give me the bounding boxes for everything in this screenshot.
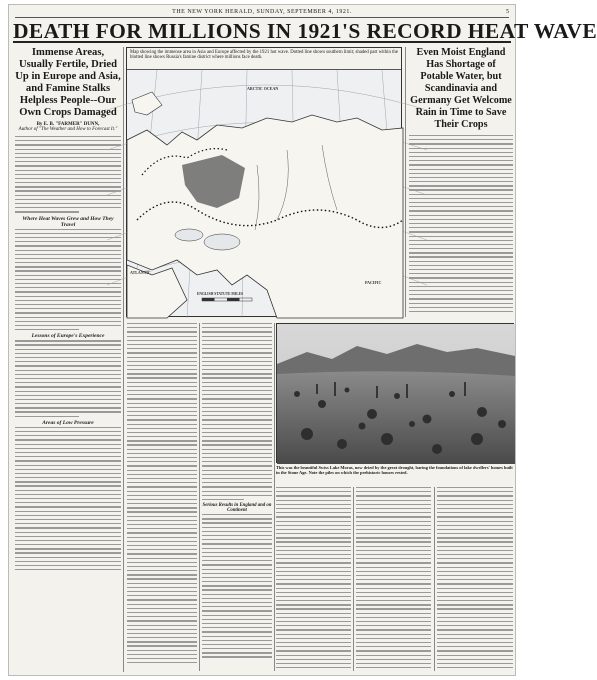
black-sea (175, 229, 203, 241)
photo-illustration (277, 324, 515, 464)
body-text-column (437, 487, 513, 671)
column-rule (199, 323, 200, 671)
heat-wave-map (126, 47, 402, 317)
lower-subhead: Serious Results in England and on Continent (202, 503, 272, 514)
column-rule (434, 487, 435, 671)
body-text-block (202, 514, 272, 658)
body-text-block (409, 135, 513, 312)
scandinavia-landmass (132, 92, 162, 115)
left-column (15, 47, 121, 672)
photo-caption: This was the beautiful Swiss Lake Moras, now dried by the great drought, baring the foundations of lake dwellers' homes built in the Stone Age. Note the piles on which the prehistoric houses rested. (276, 465, 513, 475)
body-text-block (15, 427, 121, 571)
map-label-atlantic: ATLANTIC (130, 270, 151, 275)
byline: By E. B. "FARMER" DUNN, (36, 122, 100, 127)
column-rule (274, 323, 275, 671)
body-text-block (15, 136, 121, 213)
body-text-column (127, 323, 197, 671)
body-text-block (202, 323, 272, 500)
byline-sub: Author of "The Weather and How to Forecast It." (18, 127, 118, 132)
newspaper-page (8, 4, 597, 676)
masthead-page-number: 5 (506, 9, 509, 15)
column-rule (405, 47, 406, 317)
main-headline: DEATH FOR MILLIONS IN 1921'S RECORD HEAT WAVE (13, 19, 597, 43)
body-text-block (15, 229, 121, 331)
right-deck-headline: Even Moist England Has Shortage of Potable Water, but Scandinavia and Germany Get Welcome Rain in Time to Save Their Crops (410, 47, 512, 130)
map-label-arctic: ARCTIC OCEAN (247, 86, 279, 91)
map-illustration (127, 70, 403, 318)
masthead-title: THE NEW YORK HERALD, SUNDAY, SEPTEMBER 4, 1921. (172, 9, 352, 15)
body-text-block (15, 340, 121, 417)
map-label-pacific: PACIFIC (365, 280, 382, 285)
middle-column-2 (202, 323, 272, 671)
right-column (409, 47, 513, 319)
left-subhead-3: Areas of Low Pressure (42, 419, 94, 426)
body-text-column (356, 487, 431, 671)
body-text-column (276, 487, 351, 671)
column-rule (123, 47, 124, 672)
left-subhead-2: Lessons of Europe's Experience (31, 333, 105, 340)
dried-lake-photo (276, 323, 514, 463)
map-caption: Map showing the immense area in Asia and Europe affected by the 1921 hot wave. Dotted line shows southern limit; shaded part within the blotted line shows Russia's famine district where millions face death. (127, 48, 401, 70)
masthead (15, 8, 509, 18)
column-rule (353, 487, 354, 671)
left-subhead-1: Where Heat Waves Grew and How They Travel (22, 215, 114, 228)
caspian-sea (204, 234, 240, 250)
left-deck-headline: Immense Areas, Usually Fertile, Dried Up in Europe and Asia, and Famine Stalks Helpless People--Our Own Crops Damaged (15, 47, 121, 118)
map-label-scale: ENGLISH STATUTE MILES (197, 292, 244, 296)
